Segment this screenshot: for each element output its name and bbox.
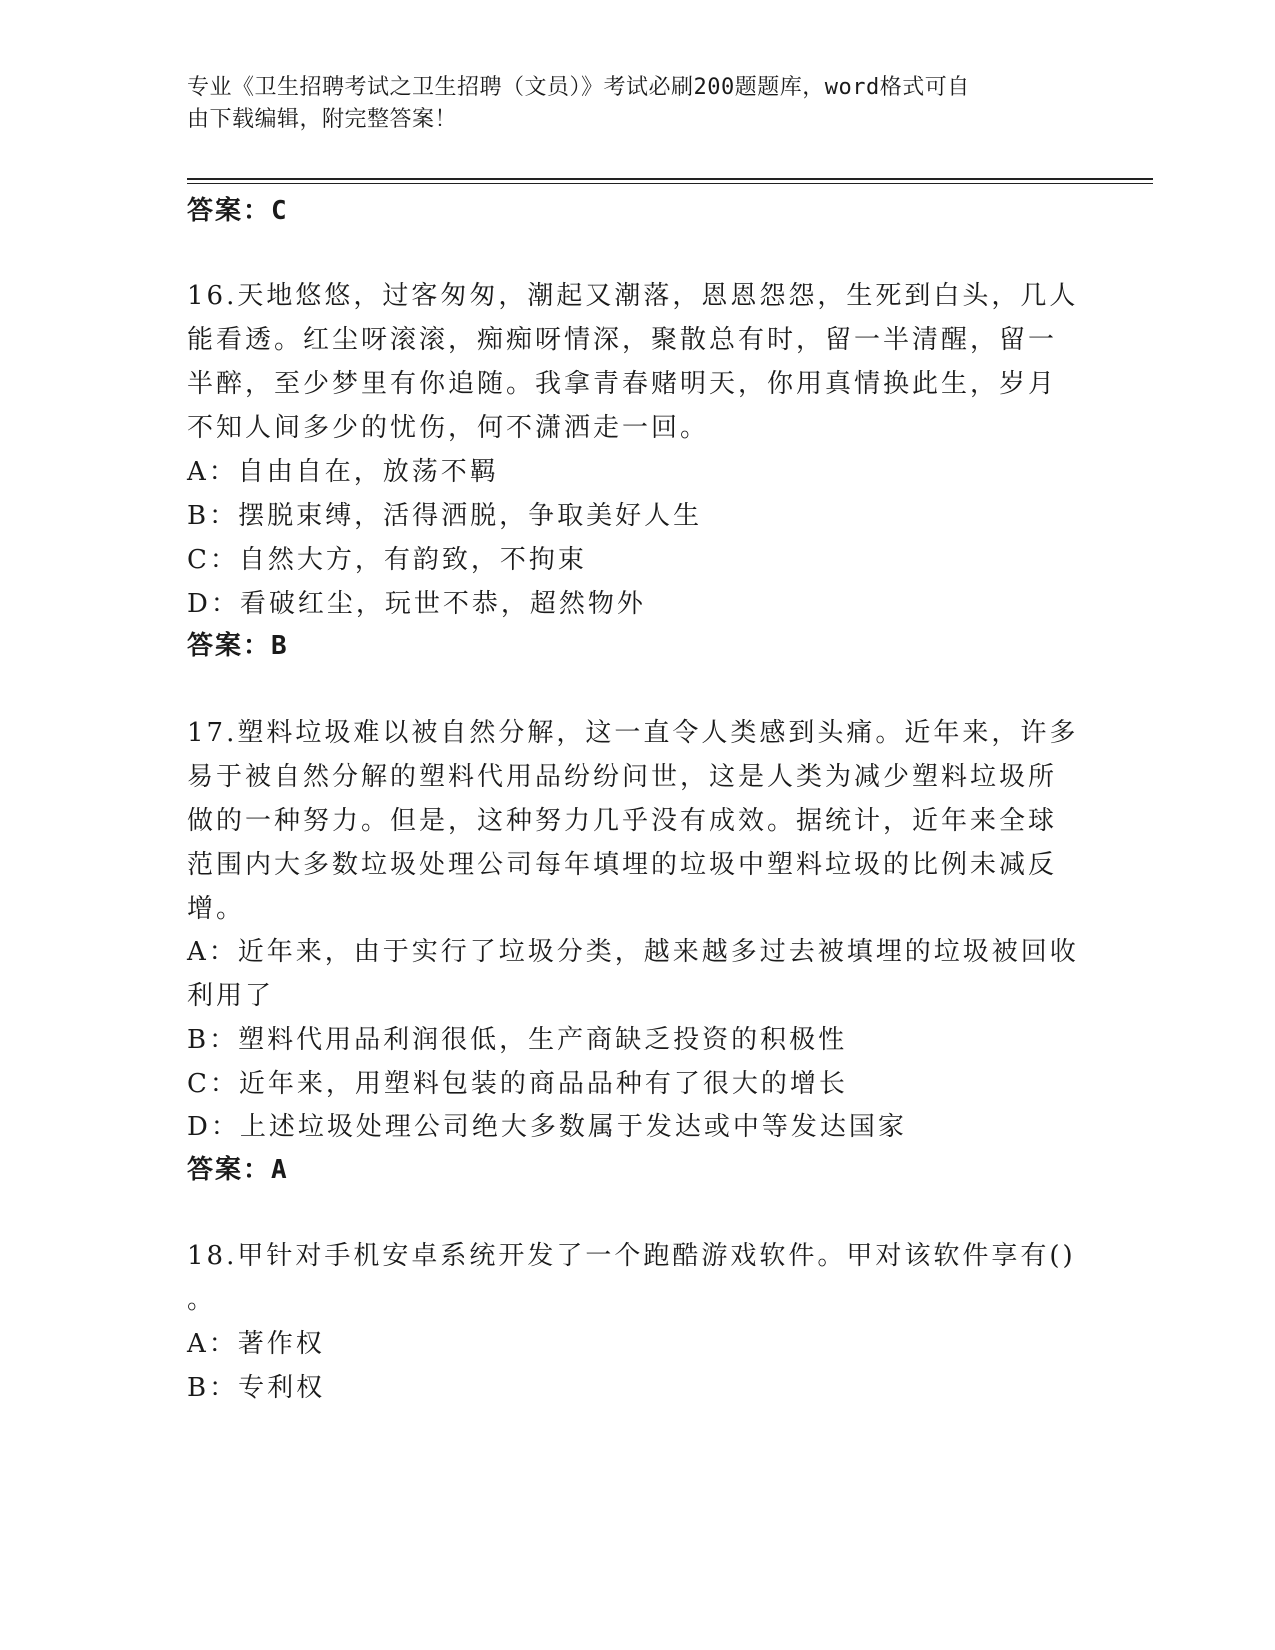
question-18-line-2: 。	[187, 1285, 217, 1315]
header-line-1: 专业《卫生招聘考试之卫生招聘（文员）》考试必刷200题题库，word格式可自	[187, 75, 970, 100]
header-rule-thick	[187, 178, 1153, 180]
header-rule-thin	[187, 183, 1153, 184]
question-18-line-1: 18.甲针对手机安卓系统开发了一个跑酷游戏软件。甲对该软件享有()	[187, 1241, 1076, 1271]
question-18-option-a: A：著作权	[187, 1329, 325, 1359]
question-17-option-a: A：近年来，由于实行了垃圾分类，越来越多过去被填埋的垃圾被回收	[187, 937, 1079, 967]
question-16-line-3: 半醉，至少梦里有你追随。我拿青春赌明天，你用真情换此生，岁月	[187, 369, 1058, 399]
question-17-option-a-cont: 利用了	[187, 981, 275, 1011]
answer-17	[187, 1149, 287, 1186]
question-16-line-2: 能看透。红尘呀滚滚，痴痴呀情深，聚散总有时，留一半清醒，留一	[187, 325, 1058, 355]
question-16-option-d: D：看破红尘，玩世不恭，超然物外	[187, 589, 646, 619]
answer-value: B	[271, 631, 287, 661]
answer-value: A	[271, 1155, 287, 1185]
question-17-line-3: 做的一种努力。但是，这种努力几乎没有成效。据统计，近年来全球	[187, 806, 1058, 836]
answer-label: 答案：	[187, 631, 272, 661]
question-16-line-4: 不知人间多少的忧伤，何不潇洒走一回。	[187, 413, 710, 443]
question-16-option-c: C：自然大方，有韵致，不拘束	[187, 545, 587, 575]
answer-label: 答案：	[187, 196, 272, 226]
question-17-line-4: 范围内大多数垃圾处理公司每年填埋的垃圾中塑料垃圾的比例未减反	[187, 850, 1058, 880]
question-16-option-b: B：摆脱束缚，活得洒脱，争取美好人生	[187, 501, 703, 531]
question-17-option-b: B：塑料代用品利润很低，生产商缺乏投资的积极性	[187, 1025, 848, 1055]
question-18-option-b: B：专利权	[187, 1373, 326, 1403]
question-17-line-1: 17.塑料垃圾难以被自然分解，这一直令人类感到头痛。近年来，许多	[187, 718, 1079, 748]
question-16-line-1: 16.天地悠悠，过客匆匆，潮起又潮落，恩恩怨怨，生死到白头，几人	[187, 281, 1079, 311]
question-16-option-a: A：自由自在，放荡不羁	[187, 457, 499, 487]
question-17-option-d: D：上述垃圾处理公司绝大多数属于发达或中等发达国家	[187, 1112, 907, 1142]
answer-16	[187, 625, 287, 662]
answer-label: 答案：	[187, 1155, 272, 1185]
answer-value: C	[271, 196, 287, 226]
header-line-2: 由下载编辑，附完整答案！	[187, 107, 458, 132]
page-header	[187, 72, 1067, 136]
question-17-option-c: C：近年来，用塑料包装的商品品种有了很大的增长	[187, 1069, 848, 1099]
question-17-line-5: 增。	[187, 894, 246, 924]
question-17-line-2: 易于被自然分解的塑料代用品纷纷问世，这是人类为减少塑料垃圾所	[187, 762, 1058, 792]
answer-prev	[187, 190, 287, 227]
